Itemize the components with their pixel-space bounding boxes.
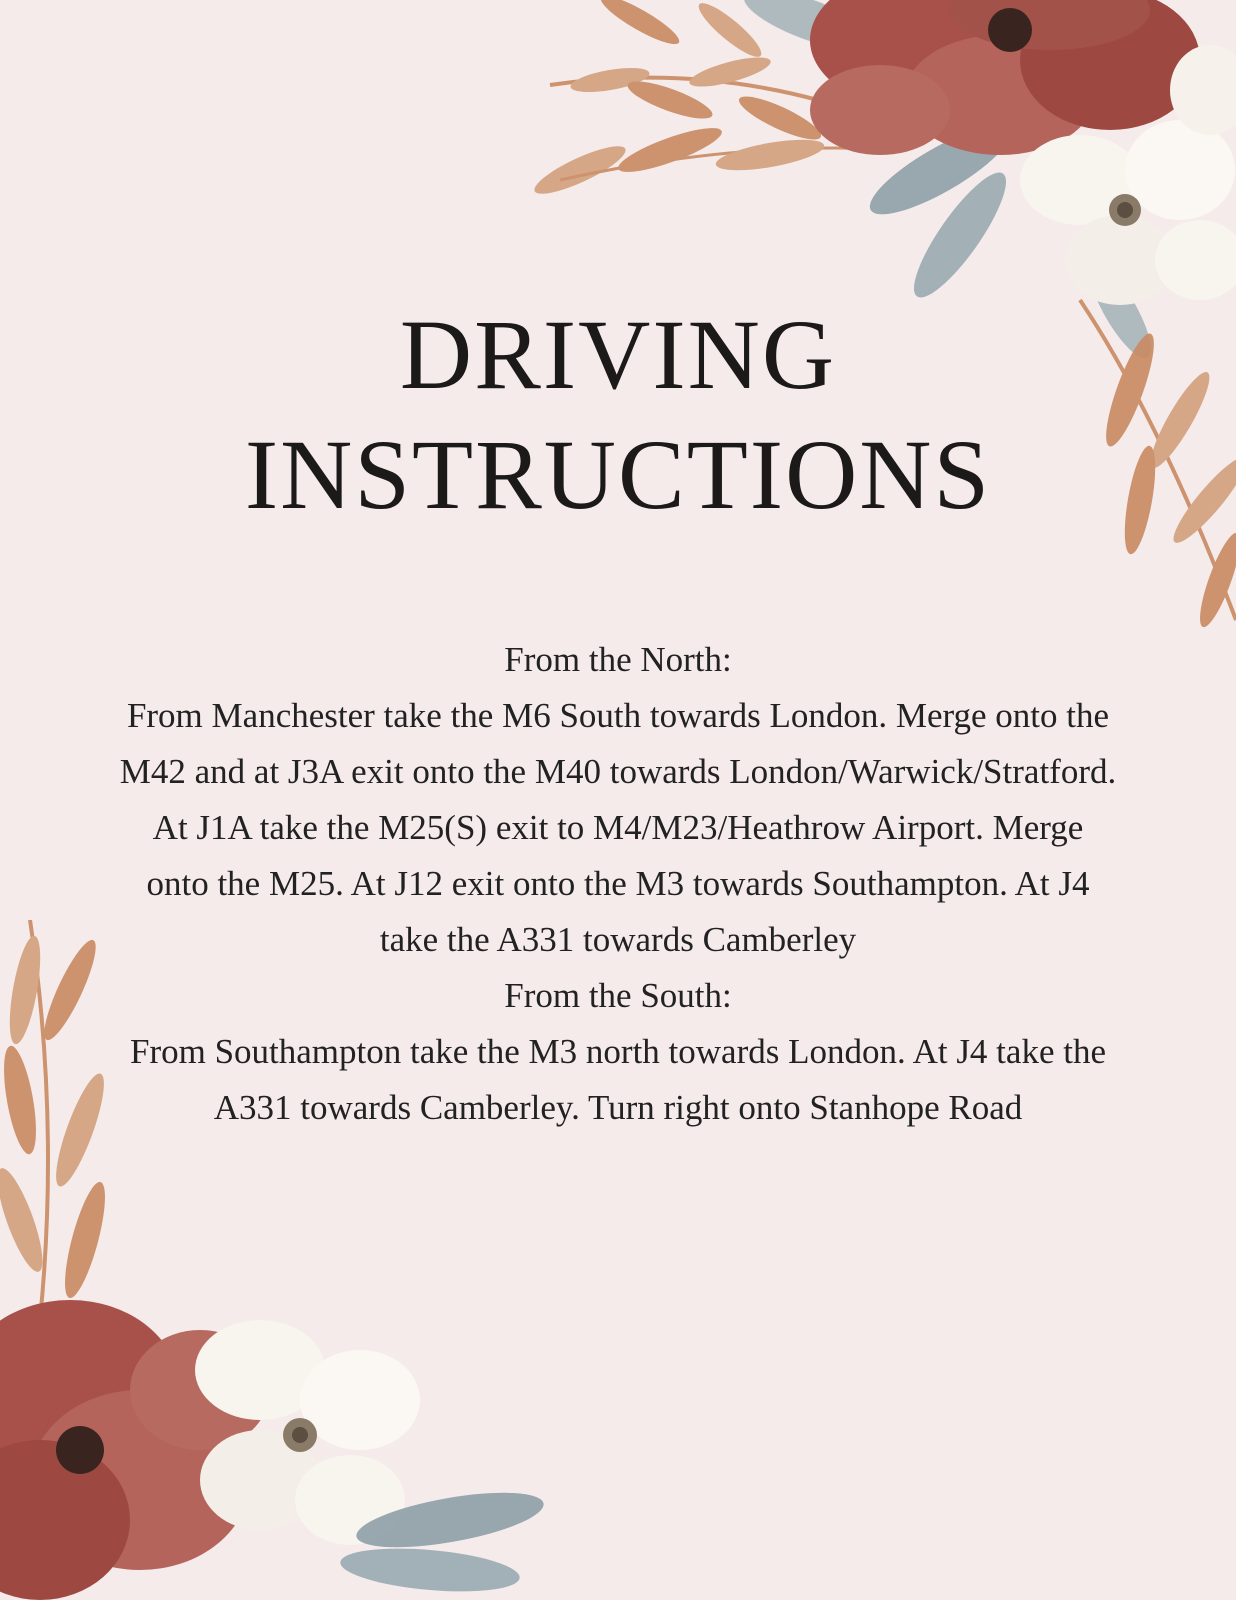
title-line-1: DRIVING	[399, 299, 837, 410]
section-heading-north: From the North:	[504, 640, 732, 679]
title-line-2: INSTRUCTIONS	[244, 419, 992, 530]
red-flower-icon	[810, 0, 1200, 155]
section-heading-south: From the South:	[504, 976, 732, 1015]
directions-body	[118, 632, 1118, 1136]
section-text-south: From Southampton take the M3 north towards London. At J4 take the A331 towards Camberley. Turn right onto Stanhope Road	[129, 1032, 1106, 1127]
page-title	[0, 295, 1236, 535]
leaf-sprigs-icon	[0, 920, 113, 1320]
section-text-north: From Manchester take the M6 South towards London. Merge onto the M42 and at J3A exit onto the M40 towards London/Warwick/Stratford. At J1A take the M25(S) exit to M4/M23/Heathrow Airport. Merge onto the M25. At J12 exit onto the M3 towards Southampton. At J4 take the A331 towards Camberley	[119, 696, 1117, 959]
